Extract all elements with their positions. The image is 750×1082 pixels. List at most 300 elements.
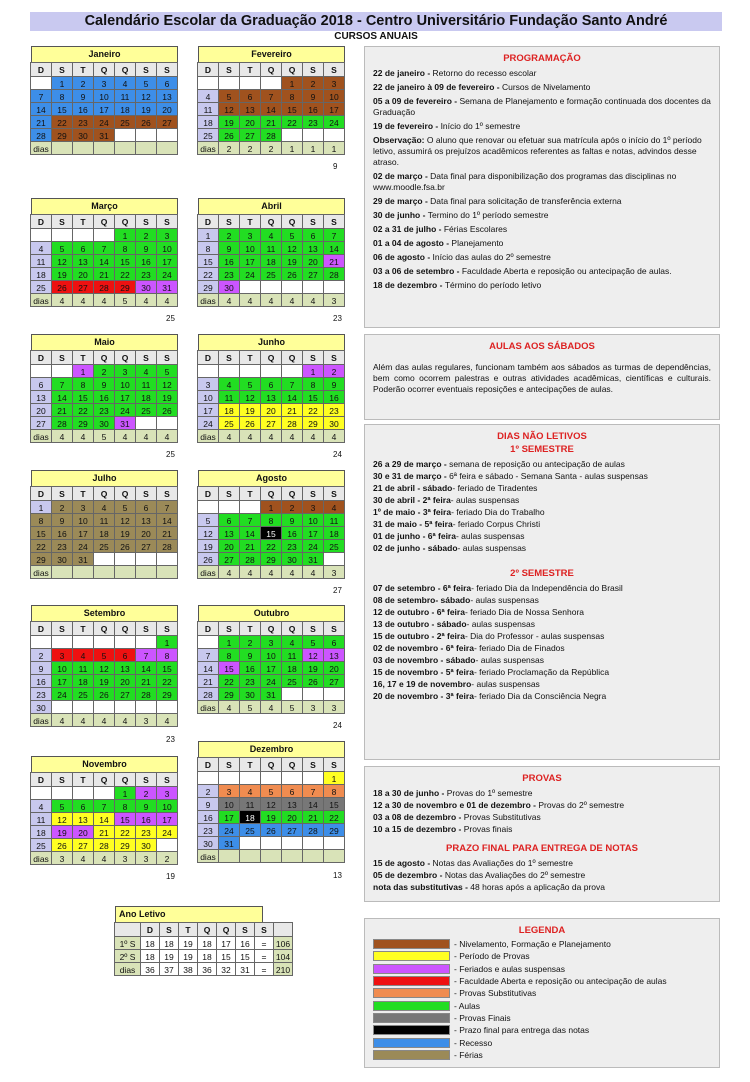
legend-item xyxy=(373,938,711,950)
day-cell: 11 xyxy=(218,390,240,404)
day-cell xyxy=(72,786,94,800)
month-setembro xyxy=(31,605,178,727)
dias-count xyxy=(51,565,73,579)
day-cell xyxy=(323,280,345,294)
day-cell: 8 xyxy=(72,377,94,391)
day-cell: 16 xyxy=(239,661,261,675)
day-cell: 11 xyxy=(114,89,136,103)
day-cell: 5 xyxy=(51,799,73,813)
day-cell: 11 xyxy=(260,241,282,255)
day-cell: 13 xyxy=(239,102,261,116)
day-cell: 8 xyxy=(323,784,345,798)
dias-count: 4 xyxy=(218,700,240,714)
day-cell xyxy=(239,500,261,514)
day-cell: 24 xyxy=(218,823,240,837)
day-cell: 22 xyxy=(302,403,324,417)
day-header: S xyxy=(218,486,240,501)
ano-cell: 37 xyxy=(159,962,179,976)
sabados-panel xyxy=(364,334,720,420)
programacao-item xyxy=(373,82,711,93)
nao-letivo-item xyxy=(373,483,711,494)
day-cell: 20 xyxy=(281,810,303,824)
day-cell: 5 xyxy=(281,228,303,242)
dias-label: dias xyxy=(30,141,52,155)
nao-letivo-item-desc: - Dia do Professor - aulas suspensas xyxy=(464,631,605,641)
day-cell: 23 xyxy=(197,823,219,837)
dias-count: 4 xyxy=(302,429,324,443)
day-cell: 29 xyxy=(302,416,324,430)
month-total: 25 xyxy=(166,314,175,323)
day-cell: 18 xyxy=(197,115,219,129)
day-header: Q xyxy=(260,621,282,636)
day-cell: 25 xyxy=(72,687,94,701)
day-cell: 11 xyxy=(281,648,303,662)
ano-letivo-title: Ano Letivo xyxy=(115,906,263,923)
day-cell: 3 xyxy=(114,364,136,378)
ano-cell: 18 xyxy=(197,949,217,963)
day-cell: 31 xyxy=(156,280,178,294)
day-cell xyxy=(51,700,73,714)
legend-swatch xyxy=(373,951,450,961)
day-cell: 20 xyxy=(218,539,240,553)
sem2-title: 2º SEMESTRE xyxy=(510,568,574,579)
legend-label: - Recesso xyxy=(454,1037,493,1048)
day-cell: 28 xyxy=(239,552,261,566)
prova-item-desc: Provas do 2º semestre xyxy=(538,800,625,810)
ano-cell: 104 xyxy=(273,949,293,963)
day-cell xyxy=(281,687,303,701)
day-cell: 31 xyxy=(114,416,136,430)
dias-count: 4 xyxy=(218,293,240,307)
day-cell: 6 xyxy=(114,648,136,662)
day-cell: 16 xyxy=(302,102,324,116)
ano-header xyxy=(114,922,141,937)
day-cell: 18 xyxy=(323,526,345,540)
month-agosto xyxy=(198,470,345,579)
day-header: T xyxy=(239,757,261,772)
month-grid xyxy=(31,63,178,155)
legend-swatch xyxy=(373,988,450,998)
legend-item xyxy=(373,950,711,962)
day-cell: 29 xyxy=(114,838,136,852)
day-cell: 11 xyxy=(93,513,115,527)
day-cell: 17 xyxy=(156,254,178,268)
ano-letivo-table xyxy=(115,906,305,976)
day-header: D xyxy=(197,62,219,77)
month-total: 24 xyxy=(333,450,342,459)
day-cell: 21 xyxy=(156,526,178,540)
dias-count: 4 xyxy=(51,713,73,727)
day-header: S xyxy=(51,350,73,365)
programacao-item xyxy=(373,96,711,118)
day-cell xyxy=(114,128,136,142)
ano-cell: 18 xyxy=(140,936,160,950)
day-cell: 20 xyxy=(302,254,324,268)
page-title: Calendário Escolar da Graduação 2018 - Centro Universitário Fundação Santo André xyxy=(30,12,722,31)
day-cell: 27 xyxy=(72,838,94,852)
legend-label: - Faculdade Aberta e reposição ou antecipação de aulas xyxy=(454,976,667,987)
dias-count: 4 xyxy=(302,293,324,307)
day-cell: 30 xyxy=(30,700,52,714)
programacao-item xyxy=(373,252,711,263)
day-cell xyxy=(135,552,157,566)
prazo-item-date: nota das substitutivas - xyxy=(373,882,471,892)
nao-letivo-item-desc: - aulas suspensas xyxy=(457,543,527,553)
day-cell xyxy=(51,228,73,242)
day-cell: 14 xyxy=(302,797,324,811)
day-cell: 30 xyxy=(51,552,73,566)
day-cell: 25 xyxy=(260,267,282,281)
day-cell: 10 xyxy=(93,89,115,103)
dias-label: dias xyxy=(30,851,52,865)
nao-letivo-item-date: 15 de novembro - 5ª feira xyxy=(373,667,474,677)
day-cell: 21 xyxy=(239,539,261,553)
day-cell: 8 xyxy=(197,241,219,255)
nao-letivo-item xyxy=(373,679,711,690)
day-cell: 15 xyxy=(114,254,136,268)
day-cell: 22 xyxy=(114,825,136,839)
legend-item xyxy=(373,975,711,987)
day-cell: 5 xyxy=(197,513,219,527)
day-cell: 25 xyxy=(30,838,52,852)
day-cell: 27 xyxy=(156,115,178,129)
day-cell: 22 xyxy=(281,115,303,129)
month-abril xyxy=(198,198,345,307)
prazo-list xyxy=(373,858,711,893)
nao-letivo-item-date: 20 de novembro - 3ª feira xyxy=(373,691,474,701)
prova-item-date: 12 a 30 de novembro e 01 de dezembro - xyxy=(373,800,539,810)
day-cell: 4 xyxy=(323,500,345,514)
dias-count xyxy=(114,141,136,155)
day-header: S xyxy=(323,214,345,229)
nao-letivo-item-date: 13 de outubro - sábado xyxy=(373,619,467,629)
day-cell xyxy=(260,364,282,378)
nao-letivo-item-date: 12 de outubro - 6ª feira xyxy=(373,607,465,617)
ano-cell: = xyxy=(254,936,274,950)
dias-label: dias xyxy=(197,849,219,863)
programacao-item xyxy=(373,210,711,221)
day-cell: 23 xyxy=(30,687,52,701)
legend-label: - Férias xyxy=(454,1049,483,1060)
day-cell xyxy=(302,771,324,785)
day-cell: 12 xyxy=(218,102,240,116)
day-cell: 14 xyxy=(323,241,345,255)
day-cell xyxy=(30,364,52,378)
prazo-item-date: 05 de dezembro - xyxy=(373,870,445,880)
day-cell: 22 xyxy=(72,403,94,417)
dias-count: 4 xyxy=(260,293,282,307)
day-cell: 13 xyxy=(30,390,52,404)
prova-item-date: 10 a 15 de dezembro - xyxy=(373,824,464,834)
day-cell: 14 xyxy=(239,526,261,540)
dias-count: 4 xyxy=(281,429,303,443)
nao-letivo-item-desc: - feriado de Tiradentes xyxy=(452,483,538,493)
day-cell: 10 xyxy=(156,241,178,255)
ano-cell: 38 xyxy=(178,962,198,976)
dias-count: 4 xyxy=(93,293,115,307)
programacao-item-desc: Cursos de Nivelamento xyxy=(501,82,591,92)
day-cell: 20 xyxy=(156,102,178,116)
day-header: T xyxy=(72,350,94,365)
dias-count xyxy=(302,849,324,863)
day-header: S xyxy=(51,62,73,77)
day-header: S xyxy=(302,757,324,772)
day-cell: 25 xyxy=(114,115,136,129)
day-cell xyxy=(156,700,178,714)
day-cell: 6 xyxy=(302,228,324,242)
day-cell: 20 xyxy=(114,674,136,688)
nao-letivo-item-desc: - feriado Dia de Nossa Senhora xyxy=(464,607,585,617)
day-cell: 26 xyxy=(218,128,240,142)
dias-count: 4 xyxy=(302,565,324,579)
legend-label: - Nivelamento, Formação e Planejamento xyxy=(454,939,611,950)
prazo-item xyxy=(373,882,711,893)
month-total: 24 xyxy=(333,721,342,730)
legend-item xyxy=(373,1012,711,1024)
legend-swatch xyxy=(373,1013,450,1023)
day-header: D xyxy=(30,772,52,787)
day-cell: 9 xyxy=(197,797,219,811)
day-cell: 26 xyxy=(135,115,157,129)
day-cell: 16 xyxy=(323,390,345,404)
dias-count: 5 xyxy=(93,429,115,443)
day-cell: 26 xyxy=(281,267,303,281)
nao-letivo-item-date: 15 de outubro - 2ª feira xyxy=(373,631,465,641)
day-cell xyxy=(281,771,303,785)
month-grid xyxy=(198,622,345,714)
day-header: S xyxy=(323,62,345,77)
dias-count: 1 xyxy=(323,141,345,155)
day-cell xyxy=(281,128,303,142)
day-cell: 28 xyxy=(30,128,52,142)
nao-letivo-item-desc: semana de reposição ou antecipação de aulas xyxy=(449,459,625,469)
nao-letivo-item-desc: - aulas suspensas xyxy=(471,679,540,689)
programacao-item-desc: Data final para solicitação de transferência externa xyxy=(430,196,622,206)
day-cell: 2 xyxy=(197,784,219,798)
day-cell: 2 xyxy=(30,648,52,662)
dias-count: 4 xyxy=(260,700,282,714)
day-cell: 17 xyxy=(302,526,324,540)
dias-count: 4 xyxy=(72,293,94,307)
ano-cell: 16 xyxy=(235,936,255,950)
day-cell: 3 xyxy=(156,228,178,242)
programacao-item xyxy=(373,196,711,207)
day-cell: 7 xyxy=(93,241,115,255)
day-cell: 3 xyxy=(156,786,178,800)
day-cell: 15 xyxy=(323,797,345,811)
day-cell: 6 xyxy=(30,377,52,391)
programacao-item xyxy=(373,224,711,235)
day-header: T xyxy=(239,621,261,636)
day-cell: 12 xyxy=(51,254,73,268)
day-cell: 13 xyxy=(156,89,178,103)
day-cell: 30 xyxy=(93,416,115,430)
nao-letivo-item xyxy=(373,519,711,530)
dias-count: 4 xyxy=(114,429,136,443)
day-cell: 30 xyxy=(239,687,261,701)
day-header: Q xyxy=(260,62,282,77)
day-cell: 11 xyxy=(239,797,261,811)
day-cell: 28 xyxy=(156,539,178,553)
ano-cell: 15 xyxy=(216,949,236,963)
nao-letivo-item-date: 02 de novembro - 6ª feira xyxy=(373,643,474,653)
day-cell xyxy=(93,552,115,566)
nao-letivo-item xyxy=(373,459,711,470)
nao-letivo-item-desc: - aulas suspensas xyxy=(470,595,539,605)
day-header: T xyxy=(72,621,94,636)
day-header: D xyxy=(30,486,52,501)
day-cell: 28 xyxy=(260,128,282,142)
nao-letivo-item xyxy=(373,643,711,654)
day-cell: 30 xyxy=(323,416,345,430)
day-cell: 22 xyxy=(323,810,345,824)
dias-count: 4 xyxy=(72,713,94,727)
day-cell: 26 xyxy=(156,403,178,417)
day-cell: 1 xyxy=(302,364,324,378)
day-cell: 27 xyxy=(72,280,94,294)
day-header: T xyxy=(72,772,94,787)
dias-count: 4 xyxy=(156,293,178,307)
dias-count xyxy=(156,141,178,155)
ano-cell: 18 xyxy=(197,936,217,950)
ano-cell: = xyxy=(254,949,274,963)
legend-label: - Provas Substitutivas xyxy=(454,988,537,999)
day-cell: 19 xyxy=(51,267,73,281)
ano-cell: dias xyxy=(114,962,141,976)
day-cell: 12 xyxy=(156,377,178,391)
day-cell: 7 xyxy=(135,648,157,662)
day-cell: 15 xyxy=(197,254,219,268)
day-cell: 1 xyxy=(30,500,52,514)
day-cell xyxy=(114,552,136,566)
month-name: Setembro xyxy=(31,605,178,622)
day-header: Q xyxy=(114,486,136,501)
day-cell: 12 xyxy=(239,390,261,404)
ano-letivo-grid xyxy=(115,923,305,976)
day-cell xyxy=(72,635,94,649)
day-cell: 29 xyxy=(260,552,282,566)
day-cell: 18 xyxy=(239,810,261,824)
ano-header: Q xyxy=(216,922,236,937)
day-cell: 24 xyxy=(302,539,324,553)
dias-count: 4 xyxy=(72,851,94,865)
day-cell: 15 xyxy=(51,102,73,116)
month-name: Novembro xyxy=(31,756,178,773)
day-cell: 27 xyxy=(239,128,261,142)
programacao-item xyxy=(373,280,711,291)
day-header: D xyxy=(197,350,219,365)
month-dezembro xyxy=(198,741,345,863)
day-cell: 19 xyxy=(218,115,240,129)
day-cell: 21 xyxy=(281,403,303,417)
day-cell: 4 xyxy=(114,76,136,90)
day-cell: 10 xyxy=(197,390,219,404)
day-cell: 28 xyxy=(93,280,115,294)
day-cell: 15 xyxy=(218,661,240,675)
day-cell: 23 xyxy=(218,267,240,281)
ano-cell: 32 xyxy=(216,962,236,976)
day-cell: 14 xyxy=(30,102,52,116)
day-header: S xyxy=(218,621,240,636)
month-março xyxy=(31,198,178,307)
programacao-item-desc: Planejamento xyxy=(451,238,504,248)
day-cell: 22 xyxy=(114,267,136,281)
day-cell xyxy=(93,786,115,800)
day-cell: 20 xyxy=(135,526,157,540)
day-cell: 18 xyxy=(93,526,115,540)
day-cell: 26 xyxy=(93,687,115,701)
nao-letivo-item-desc: - aulas suspensas xyxy=(450,495,520,505)
month-total: 13 xyxy=(333,871,342,880)
day-cell: 5 xyxy=(114,500,136,514)
day-header: Q xyxy=(281,214,303,229)
day-cell: 16 xyxy=(218,254,240,268)
day-cell: 17 xyxy=(51,674,73,688)
ano-cell: 106 xyxy=(273,936,293,950)
day-cell: 17 xyxy=(114,390,136,404)
dias-count: 3 xyxy=(323,700,345,714)
day-cell xyxy=(239,771,261,785)
dias-count: 1 xyxy=(302,141,324,155)
month-janeiro xyxy=(31,46,178,155)
prova-item xyxy=(373,812,711,823)
day-header: Q xyxy=(114,62,136,77)
dias-count: 3 xyxy=(135,713,157,727)
day-cell: 20 xyxy=(260,403,282,417)
programacao-item-date: 02 de março - xyxy=(373,171,431,181)
day-cell: 2 xyxy=(302,76,324,90)
day-cell xyxy=(72,228,94,242)
day-cell: 17 xyxy=(323,102,345,116)
day-cell: 21 xyxy=(302,810,324,824)
programacao-item-desc: Termino do 1º período semestre xyxy=(427,210,549,220)
dias-count xyxy=(135,141,157,155)
day-header: D xyxy=(197,486,219,501)
day-cell: 9 xyxy=(281,513,303,527)
day-cell: 16 xyxy=(281,526,303,540)
day-cell: 9 xyxy=(239,648,261,662)
dias-count: 4 xyxy=(239,565,261,579)
day-cell: 26 xyxy=(302,674,324,688)
day-cell: 4 xyxy=(260,228,282,242)
nao-letivo-item-date: 08 de setembro- sábado xyxy=(373,595,471,605)
day-cell: 25 xyxy=(135,403,157,417)
day-header: S xyxy=(302,486,324,501)
day-cell xyxy=(260,280,282,294)
nao-letivos-title: DIAS NÃO LETIVOS xyxy=(497,431,587,442)
legenda-title: LEGENDA xyxy=(518,925,566,936)
nao-letivo-item-date: 07 de setembro - 6ª feira xyxy=(373,583,472,593)
day-cell: 29 xyxy=(30,552,52,566)
day-cell xyxy=(93,228,115,242)
dias-count: 3 xyxy=(302,700,324,714)
day-cell: 3 xyxy=(93,76,115,90)
month-novembro xyxy=(31,756,178,865)
day-cell: 7 xyxy=(93,799,115,813)
month-name: Julho xyxy=(31,470,178,487)
day-cell: 28 xyxy=(93,838,115,852)
nao-letivo-item xyxy=(373,619,711,630)
day-cell: 1 xyxy=(197,228,219,242)
day-header: S xyxy=(323,350,345,365)
day-cell xyxy=(197,635,219,649)
day-cell: 1 xyxy=(260,500,282,514)
day-header: S xyxy=(135,214,157,229)
day-cell: 7 xyxy=(30,89,52,103)
day-cell: 14 xyxy=(93,254,115,268)
month-total: 23 xyxy=(333,314,342,323)
dias-label: dias xyxy=(30,565,52,579)
